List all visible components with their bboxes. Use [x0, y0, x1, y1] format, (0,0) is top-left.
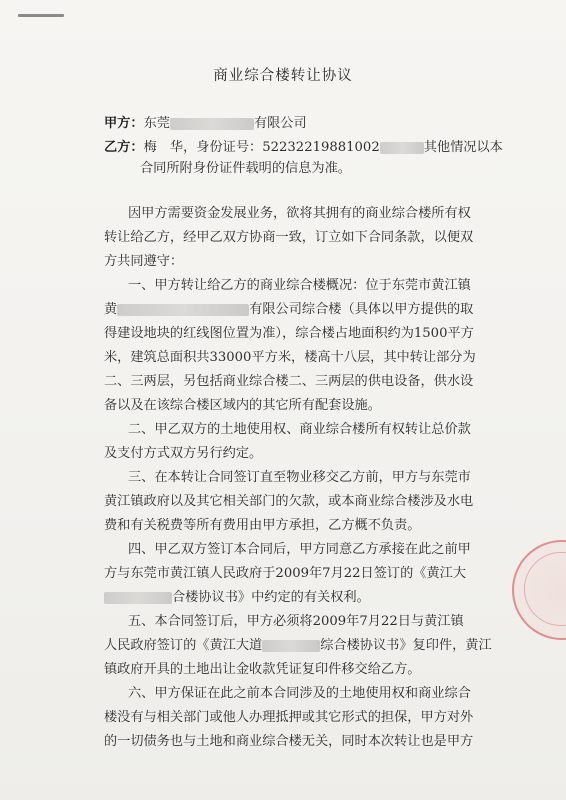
body-line: 镇政府开具的土地出让金收款凭证复印件移交给乙方。: [104, 662, 421, 677]
body-line: 及支付方式双方另行约定。: [104, 446, 263, 461]
body-line: 费和有关税费等所有费用由甲方承担，乙方概不负责。: [104, 518, 421, 533]
body-line: 二、甲乙双方的土地使用权、商业综合楼所有权转让总价款: [128, 422, 471, 437]
body-line: 方与东莞市黄江镇人民政府于2009年7月22日签订的《黄江大: [104, 566, 467, 581]
party-a-line: [104, 116, 307, 132]
body-line: [104, 638, 492, 654]
body-line: [104, 590, 370, 606]
document-title: 商业综合楼转让协议: [213, 68, 353, 84]
redacted-block: [262, 640, 320, 652]
party-b-label: 乙方：: [104, 140, 144, 155]
body-line: 方共同遵守：: [104, 254, 184, 269]
red-seal-stamp: [512, 540, 566, 640]
redacted-block: [170, 118, 254, 130]
body-line-suffix: 有限公司综合楼（具体以甲方提供的取: [249, 302, 474, 317]
body-line: 六、甲方保证在此之前本合同涉及的土地使用权和商业综合: [128, 686, 471, 701]
body-line-suffix: 综合楼协议书》复印件，黄江: [320, 638, 492, 653]
body-line: 五、本合同签订后，甲方必须将2009年7月22日与黄江镇: [128, 614, 464, 629]
party-a-label: 甲方：: [104, 116, 144, 131]
redacted-block: [104, 592, 172, 604]
body-line: 三、在本转让合同签订直至物业移交乙方前，甲方与东莞市: [128, 470, 471, 485]
body-line-prefix: 人民政府签订的《黄江大道: [104, 638, 263, 653]
party-b-line: [104, 140, 503, 156]
body-line: 转让给乙方，经甲乙双方协商一致，订立如下合同条款，以便双: [104, 230, 474, 245]
party-b-line-2: 合同所附身份证件载明的信息为准。: [140, 161, 351, 176]
party-b-id-prefix: 52232219881002: [262, 140, 380, 155]
party-a-name-prefix: 东莞: [143, 116, 170, 131]
party-a-name-suffix: 有限公司: [253, 116, 307, 131]
body-line-prefix: 黄: [104, 302, 118, 317]
body-line: 备以及在该综合楼区域内的其它所有配套设施。: [104, 398, 381, 413]
seal-inner-ring: [524, 552, 566, 626]
redacted-block: [380, 142, 424, 154]
party-b-name: 梅 华: [143, 140, 184, 155]
party-b-id-suffix: 其他情况以本: [423, 140, 503, 155]
body-line: 黄江镇政府以及其它相关部门的欠款，或本商业综合楼涉及水电: [104, 494, 474, 509]
body-line: 二、三两层，另包括商业综合楼二、三两层的供电设备，供水设: [104, 374, 474, 389]
body-line: 四、甲乙双方签订本合同后，甲方同意乙方承接在此之前甲: [128, 542, 471, 557]
body-line: 米，建筑总面积共33000平方米，楼高十八层，其中转让部分为: [104, 350, 476, 365]
body-line: 的一切债务也与土地和商业综合楼无关，同时本次转让也是甲方: [104, 734, 474, 749]
body-line-suffix: 合楼协议书》中约定的有关权利。: [172, 590, 370, 605]
body-line: 楼没有与相关部门或他人办理抵押或其它形式的担保，甲方对外: [104, 710, 474, 725]
body-line: 因甲方需要资金发展业务，欲将其拥有的商业综合楼所有权: [128, 206, 471, 221]
corner-mark: [18, 14, 64, 17]
body-line: 得建设地块的红线图位置为准），综合楼占地面积约为1500平方: [104, 326, 474, 341]
redacted-block: [117, 304, 249, 316]
body-line: [104, 302, 473, 318]
body-line: 一、甲方转让给乙方的商业综合楼概况：位于东莞市黄江镇: [128, 278, 471, 293]
party-b-id-label: ，身份证号：: [183, 140, 263, 155]
